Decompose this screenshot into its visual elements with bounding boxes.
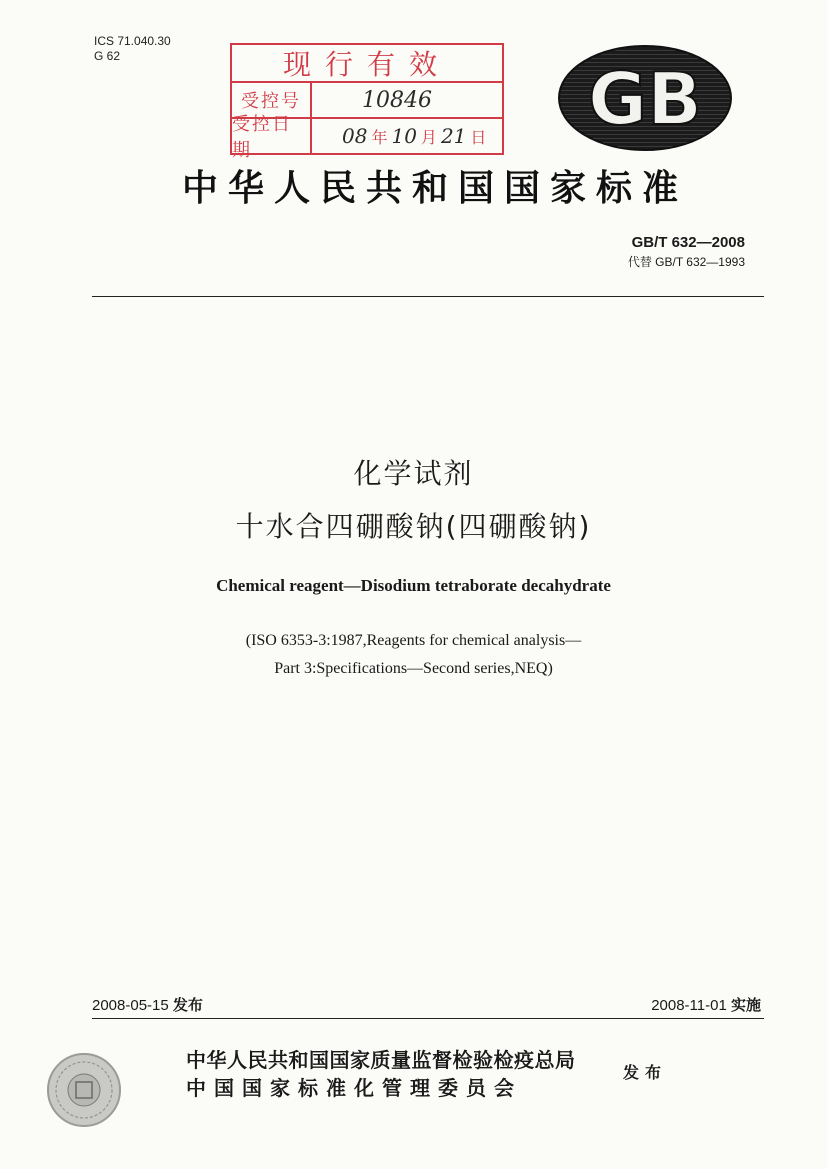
issue-date-label: 发布: [172, 996, 203, 1014]
header-divider: [92, 296, 764, 297]
issue-date-value: 2008-05-15: [92, 997, 169, 1014]
stamp-received-value: 10846: [362, 87, 432, 113]
implementation-date: [651, 994, 761, 1015]
issuer-line1: 中华人民共和国国家质量监督检验检疫总局: [186, 1048, 576, 1072]
title-en: Chemical reagent—Disodium tetraborate decahydrate: [216, 576, 611, 595]
title-cn-line1: 化学试剂: [353, 457, 474, 490]
classification-codes: [94, 34, 171, 64]
issue-date: [92, 994, 203, 1015]
ics-code: ICS 71.040.30: [94, 34, 171, 48]
control-stamp: [230, 43, 504, 161]
standard-number-block: [628, 234, 745, 270]
stamp-date-month-unit: 月: [420, 127, 437, 147]
gb-logo-text: GB: [588, 57, 702, 141]
title-cn-line2: 十水合四硼酸钠(四硼酸钠): [235, 510, 592, 543]
standard-number: GB/T 632—2008: [631, 234, 745, 251]
footer-divider: [92, 1018, 764, 1019]
stamp-date-value: [312, 119, 502, 153]
stamp-date-day: 21: [440, 124, 467, 148]
stamp-date-year: 08: [342, 124, 368, 148]
gb-logo-icon: [556, 42, 734, 154]
replaces-standard: 代替 GB/T 632—1993: [627, 255, 745, 269]
ccs-code: G 62: [94, 49, 121, 63]
issuer-line2: 中国国家标准化管理委员会: [186, 1076, 522, 1100]
stamp-title: 现行有效: [232, 45, 502, 83]
national-standard-title: 中华人民共和国国家标准: [181, 168, 688, 209]
stamp-date-label: 受控日期: [232, 119, 312, 153]
implementation-date-label: 实施: [730, 996, 761, 1014]
iso-reference-line2: Part 3:Specifications—Second series,NEQ): [274, 660, 553, 677]
stamp-date-day-unit: 日: [470, 127, 487, 147]
stamp-row-date: [232, 114, 502, 161]
stamp-date-month: 10: [391, 124, 417, 148]
stamp-date-year-unit: 年: [371, 127, 388, 147]
anti-counterfeit-seal-icon: [44, 1050, 124, 1130]
stamp-received-label: 受控号: [232, 83, 312, 117]
implementation-date-value: 2008-11-01: [651, 997, 727, 1014]
iso-reference-line1: (ISO 6353-3:1987,Reagents for chemical analysis—: [245, 632, 582, 649]
publish-label: 发布: [623, 1063, 668, 1082]
